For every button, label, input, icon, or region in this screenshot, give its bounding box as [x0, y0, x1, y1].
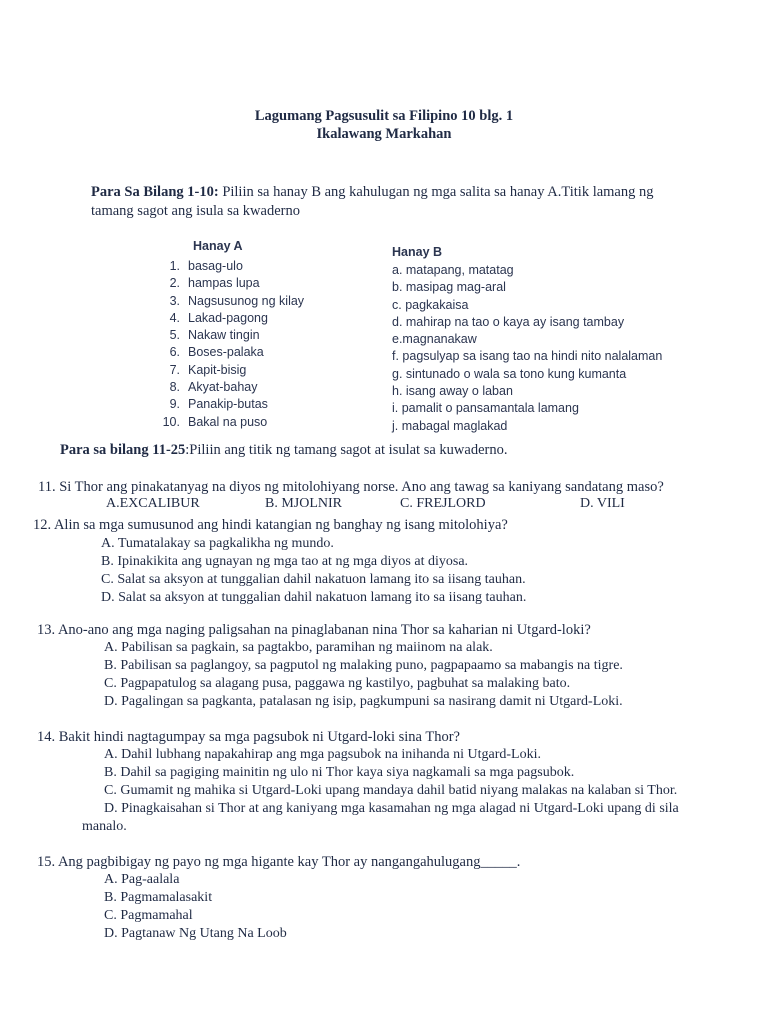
- hanay-b-item: g. sintunado o wala sa tono kung kumanta: [392, 366, 627, 381]
- hanay-a-item-text: Lakad-pagong: [188, 310, 268, 325]
- hanay-a-item-number: 3.: [169, 293, 180, 308]
- hanay-a-item-text: hampas lupa: [188, 276, 260, 291]
- hanay-a-item-text: Bakal na puso: [188, 414, 268, 429]
- q12-option-a: A. Tumatalakay sa pagkalikha ng mundo.: [101, 536, 334, 551]
- hanay-a-item-number: 2.: [169, 276, 180, 291]
- exam-subtitle: Ikalawang Markahan: [316, 126, 452, 142]
- q14-option-d-continued: manalo.: [82, 819, 127, 834]
- hanay-a-item: [156, 310, 304, 327]
- part1-text-line2: tamang sagot ang isula sa kwaderno: [91, 203, 300, 219]
- hanay-a-item-number: 6.: [169, 345, 180, 360]
- q13-option-d: D. Pagalingan sa pagkanta, patalasan ng isip, pagkumpuni sa nasirang damit ni Utgard-Loki.: [104, 694, 623, 709]
- hanay-a-item-text: Akyat-bahay: [188, 380, 258, 395]
- q15-option-d: D. Pagtanaw Ng Utang Na Loob: [104, 926, 287, 941]
- q11-option-a: A.EXCALIBUR: [106, 496, 200, 511]
- question-13: 13. Ano-ano ang mga naging paligsahan na pinaglabanan nina Thor sa kaharian ni Utgard-loki?: [37, 622, 591, 638]
- q11-option-c: C. FREJLORD: [400, 496, 486, 511]
- q14-option-a: A. Dahil lubhang napakahirap ang mga pagsubok na inihanda ni Utgard-Loki.: [104, 747, 541, 762]
- hanay-a-item-number: 10.: [162, 414, 180, 429]
- q14-option-b: B. Dahil sa pagiging mainitin ng ulo ni Thor kaya siya nagkamali sa mga pagsubok.: [104, 765, 575, 780]
- hanay-a-item-text: Panakip-butas: [188, 397, 268, 412]
- hanay-a-item-number: 9.: [169, 397, 180, 412]
- question-11: 11. Si Thor ang pinakatanyag na diyos ng mitolohiyang norse. Ano ang tawag sa kaniyang sandatang maso?: [38, 479, 664, 495]
- hanay-a-heading: Hanay A: [193, 239, 243, 253]
- hanay-a-item: [156, 379, 304, 396]
- q13-option-c: C. Pagpapatulog sa alagang pusa, paggawa ng kastilyo, pagbuhat sa malaking bato.: [104, 676, 571, 691]
- hanay-b-item: f. pagsulyap sa isang tao na hindi nito nalalaman: [392, 349, 663, 364]
- part1-label: Para Sa Bilang 1-10:: [91, 184, 219, 200]
- q15-option-b: B. Pagmamalasakit: [104, 890, 213, 905]
- hanay-a-item: [156, 344, 304, 361]
- hanay-b-list: [392, 262, 662, 435]
- q13-option-b: B. Pabilisan sa paglangoy, sa pagputol ng malaking puno, pagpapaamo sa mabangis na tigre.: [104, 658, 623, 673]
- q12-option-c: C. Salat sa aksyon at tunggalian dahil nakatuon lamang ito sa iisang tauhan.: [101, 572, 526, 587]
- part1-instruction: [91, 183, 711, 221]
- q15-option-a: A. Pag-aalala: [104, 872, 180, 887]
- part2-label: Para sa bilang 11-25: [60, 442, 186, 458]
- q14-option-c: C. Gumamit ng mahika si Utgard-Loki upang mandaya dahil batid niyang malakas na kalaban si Thor.: [104, 783, 678, 798]
- q11-option-b: B. MJOLNIR: [265, 496, 343, 511]
- hanay-b-item: h. isang away o laban: [392, 384, 513, 399]
- hanay-a-item-text: Boses-palaka: [188, 345, 264, 360]
- hanay-a-item: [156, 327, 304, 344]
- part2-instruction: [60, 442, 507, 459]
- hanay-a-item: [156, 396, 304, 413]
- hanay-a-list: [156, 258, 304, 431]
- hanay-a-item-text: Nakaw tingin: [188, 328, 260, 343]
- q12-option-b: B. Ipinakikita ang ugnayan ng mga tao at ng mga diyos at diyosa.: [101, 554, 469, 569]
- hanay-b-item: c. pagkakaisa: [392, 297, 469, 312]
- hanay-a-item: [156, 275, 304, 292]
- hanay-a-item-text: basag-ulo: [188, 259, 243, 273]
- hanay-b-item: b. masipag mag-aral: [392, 280, 506, 295]
- hanay-a-item: [156, 293, 304, 310]
- hanay-a-item-number: 5.: [169, 328, 180, 343]
- hanay-a-item-number: 1.: [169, 259, 180, 273]
- part1-text-line1: Piliin sa hanay B ang kahulugan ng mga salita sa hanay A.Titik lamang ng: [218, 184, 654, 200]
- hanay-b-item: d. mahirap na tao o kaya ay isang tambay: [392, 314, 625, 329]
- hanay-b-item: i. pamalit o pansamantala lamang: [392, 401, 579, 416]
- q15-option-c: C. Pagmamahal: [104, 908, 193, 923]
- q12-option-d: D. Salat sa aksyon at tunggalian dahil nakatuon lamang ito sa iisang tauhan.: [101, 590, 527, 605]
- hanay-a-item: [156, 258, 304, 275]
- hanay-b-item: e.magnanakaw: [392, 332, 477, 347]
- question-12: 12. Alin sa mga sumusunod ang hindi katangian ng banghay ng isang mitolohiya?: [33, 517, 508, 533]
- hanay-a-item-number: 8.: [169, 380, 180, 395]
- q14-option-d: D. Pinagkaisahan si Thor at ang kaniyang mga kasamahan ng mga alagad ni Utgard-Loki upang di sila: [104, 801, 679, 816]
- q11-option-d: D. VILI: [580, 496, 625, 511]
- hanay-a-item: [156, 362, 304, 379]
- hanay-b-heading: Hanay B: [392, 245, 443, 259]
- part2-text: :Piliin ang titik ng tamang sagot at isulat sa kuwaderno.: [185, 442, 508, 458]
- question-14: 14. Bakit hindi nagtagumpay sa mga pagsubok ni Utgard-loki sina Thor?: [37, 729, 460, 745]
- hanay-b-item: a. matapang, matatag: [392, 263, 514, 277]
- hanay-b-item: j. mabagal maglakad: [392, 418, 508, 433]
- hanay-a-item: [156, 414, 304, 431]
- hanay-a-item-number: 4.: [169, 310, 180, 325]
- exam-title: Lagumang Pagsusulit sa Filipino 10 blg. 1: [254, 108, 514, 124]
- hanay-a-item-text: Kapit-bisig: [188, 362, 247, 377]
- hanay-a-item-text: Nagsusunog ng kilay: [188, 293, 305, 308]
- hanay-a-item-number: 7.: [169, 362, 180, 377]
- q13-option-a: A. Pabilisan sa pagkain, sa pagtakbo, paramihan ng maiinom na alak.: [104, 640, 493, 655]
- question-15: 15. Ang pagbibigay ng payo ng mga higante kay Thor ay nangangahulugang_____.: [37, 854, 521, 870]
